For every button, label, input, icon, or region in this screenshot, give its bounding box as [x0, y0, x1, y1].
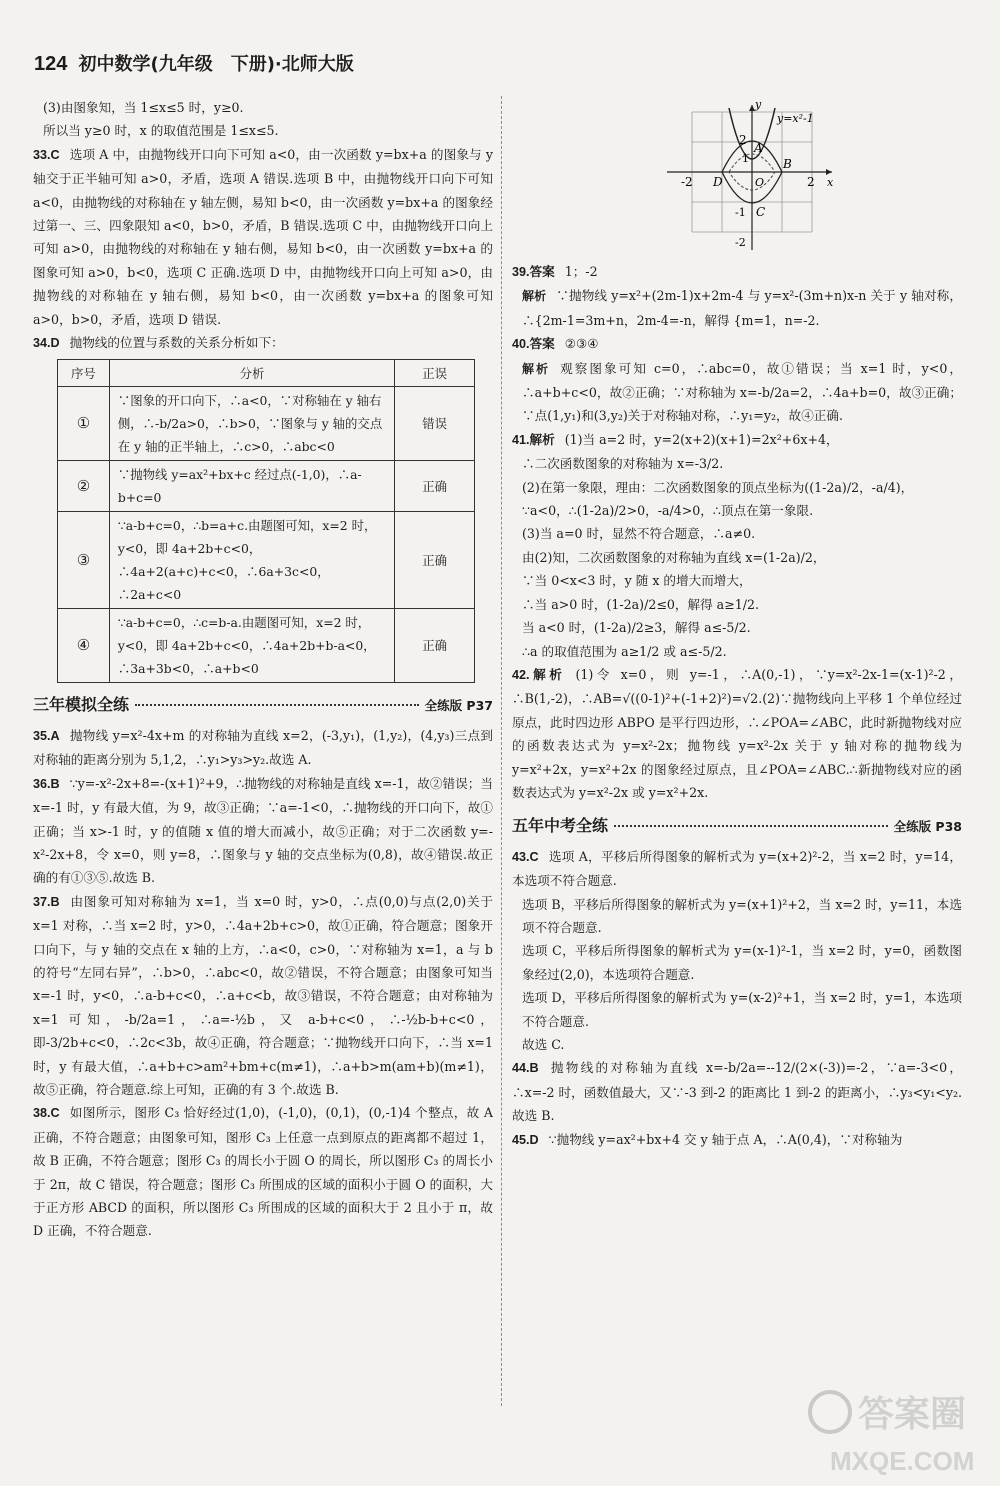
analysis-text: ∵抛物线 y=x²+(2m-1)x+2m-4 与 y=x²-(3m+n)x-n 关于 y 轴对称，∴{2m-1=3m+n，2m-4=-n，解得 {m=1，n=-2. — [522, 288, 962, 328]
question-45 — [512, 1128, 962, 1152]
question-text: ∵抛物线 y=ax²+bx+4 交 y 轴于点 A，∴A(0,4)，∵对称轴为 — [548, 1131, 903, 1147]
answer-text: 1；-2 — [564, 264, 598, 279]
solution-line: ∴a 的取值范围为 a≥1/2 或 a≤-5/2. — [522, 643, 727, 659]
solution-line: (2)在第一象限，理由：二次函数图象的顶点坐标为((1-2a)/2，-a/4)， — [522, 479, 914, 495]
question-text: 选项 A 中，由抛物线开口向下可知 a<0，由一次函数 y=bx+a 的图象与 y 轴交于正半轴可知 a>0，矛盾，选项 A 错误.选项 B 中，由抛物线开口向下可知 a<0，由抛物线的对称轴在 y 轴左侧，易知 b<0，由一次函数 y=bx+a 的图象经过第一、三、四象限知 a<0，b>0，矛盾，B 错误.选项 C 中，由抛物线开口向上可知 a>0，由抛物线的对称轴在 y 轴右侧，易知 b<0，由一次函数 y=bx+a 的图象可知 a>0，b<0，选项 C 正确.选项 D 中，由抛物线开口向上可知 a>0，由抛物线的对称轴在 y 轴右侧，易知 b<0，由一次函数 y=bx+a 的图象可知 a>0，b>0，矛盾，选项 D 错误. — [33, 146, 493, 327]
analysis-text: 观察图象可知 c=0，∴abc=0，故①错误；当 x=1 时，y<0，∴a+b+c<0，故②正确；∵对称轴为 x=-b/2a=2，∴4a+b=0，故③正确；∵点(1,y₁)和(3,y₂)关于对称轴对称，∴y₁=y₂，故④正确. — [522, 360, 962, 424]
intro-line-2: 所以当 y≥0 时，x 的取值范围是 1≤x≤5. — [43, 123, 279, 139]
watermark-text: 答案圈 — [858, 1394, 967, 1435]
question-number: 37.B — [33, 894, 60, 909]
graph-svg — [657, 100, 847, 260]
column-header: 序号 — [58, 360, 110, 387]
question-44 — [512, 1056, 962, 1127]
column-divider — [501, 96, 502, 1406]
question-number: 41.解析 — [512, 432, 555, 447]
question-number: 43.C — [512, 849, 539, 864]
tick-label: 1 — [742, 152, 749, 165]
dot-leader — [614, 825, 888, 827]
row-number: ② — [58, 461, 110, 512]
watermark-logo — [800, 1380, 990, 1480]
solution-line: (3)当 a=0 时，显然不符合题意，∴a≠0. — [522, 526, 756, 542]
dot-leader — [135, 704, 419, 706]
origin-label: O — [755, 176, 765, 189]
section-name: 五年中考全练 — [512, 816, 609, 836]
table-row — [58, 387, 475, 461]
analysis-table — [57, 359, 475, 683]
watermark-circle — [810, 1392, 850, 1432]
question-text: 由图象可知对称轴为 x=1，当 x=0 时，y>0，∴点(0,0)与点(2,0)关于 x=1 对称，∴当 x=2 时，y>0，∴4a+2b+c>0，故①正确，符合题意；图象开口向下，与 y 轴的交点在 x 轴的上方，∴a<0，c>0，∵对称轴为 x=1，a 与 b 的符号“左同右异”，∴b>0，∴abc<0，故②错误，不符合题意；由图象可知当 x=-1 时，y<0，∴a-b+c<0，∴a+c<b，故③错误，不符合题意；由对称轴为 x=1 可知，-b/2a=1，∴a=-½b，又 a-b+c<0，∴-½b-b+c<0，即-3/2b+c<0，∴2c<3b，故④正确，符合题意；∵抛物线开口向下，∴当 x=1 时，y 有最大值，∴a+b+c>am²+bm+c(m≠1)，∴a+b>m(am+b)(m≠1)，故⑤正确，符合题意.综上可知，正确的有 3 个.故选 B. — [33, 893, 493, 1097]
question-42 — [512, 663, 962, 804]
tick-label: -2 — [681, 175, 693, 189]
question-37 — [33, 890, 493, 1102]
section-reference: 全练版 P37 — [424, 698, 493, 714]
question-text: (1)令 x=0，则 y=-1，∴A(0,-1)，∵y=x²-2x-1=(x-1)²-2，∴B(1,-2)，∴AB=√((0-1)²+(-1+2)²)=√2.(2)∵抛物线向上平移 1 个单位经过原点，此时四边形 ABPO 是平行四边形，∴∠POA=∠ABC，此时新抛物线对应的函数表达式为 y=x²-2x；抛物线 y=x²-2x 关于 y 轴对称的抛物线为 y=x²+2x，y=x²+2x 的图象经过原点，且∠POA=∠ABC.∴新抛物线对应的函数表达式为 y=x²-2x 或 y=x²+2x. — [512, 666, 962, 800]
point-label: A — [754, 141, 763, 155]
right-column — [512, 96, 962, 1152]
section-heading-five-year — [512, 814, 962, 838]
tick-label: 2 — [807, 175, 815, 189]
question-text: ∵y=-x²-2x+8=-(x+1)²+9，∴抛物线的对称轴是直线 x=-1，故②错误；当 x=-1 时，y 有最大值，为 9，故③正确；∵a=-1<0，∴抛物线的开口向下，故①正确；当 x>-1 时，y 的值随 x 值的增大而减小，故⑤正确；对于二次函数 y=-x²-2x+8，令 x=0，则 y=8，∴图象与 y 轴的交点坐标为(0,8)，故④错误.故正确的有①③⑤.故选 B. — [33, 775, 493, 886]
answer-text: ②③④ — [564, 336, 599, 352]
question-number: 36.B — [33, 776, 60, 791]
row-number: ③ — [58, 512, 110, 609]
row-analysis: ∵a-b+c=0，∴b=a+c.由题图可知，x=2 时，y<0，即 4a+2b+c<0，∴4a+2(a+c)+c<0，∴6a+3c<0，∴2a+c<0 — [109, 512, 394, 609]
question-number: 40.答案 — [512, 337, 555, 352]
page-header — [34, 50, 504, 90]
question-40 — [512, 332, 962, 356]
book-title: 初中数学(九年级 下册)·北师大版 — [78, 54, 354, 75]
analysis-tag: 解析 — [522, 289, 547, 304]
page-number: 124 — [34, 53, 68, 75]
question-number: 34.D — [33, 336, 60, 351]
intro-line-1: (3)由图象知，当 1≤x≤5 时，y≥0. — [43, 100, 244, 115]
section-heading-three-year — [33, 693, 493, 717]
question-number: 42.解析 — [512, 667, 566, 682]
point-label: D — [713, 175, 723, 189]
table-header-row — [58, 360, 475, 387]
solution-line: 当 a<0 时，(1-2a)/2≥3，解得 a≤-5/2. — [522, 620, 751, 636]
row-analysis: ∵图象的开口向下，∴a<0，∵对称轴在 y 轴右侧，∴-b/2a>0，∴b>0，∵图象与 y 轴的交点在 y 轴的正半轴上，∴c>0，∴abc<0 — [109, 387, 394, 461]
row-number: ④ — [58, 609, 110, 683]
section-name: 三年模拟全练 — [33, 695, 130, 715]
row-analysis: ∵a-b+c=0，∴c=b-a.由题图可知，x=2 时，y<0，即 4a+2b+c<0，∴4a+2b+b-a<0，∴3a+3b<0，∴a+b<0 — [109, 609, 394, 683]
question-38 — [33, 1101, 493, 1242]
solution-line: 选项 B，平移后所得图象的解析式为 y=(x+1)²+2，当 x=2 时，y=11，本选项不符合题意. — [522, 896, 962, 935]
point-label: C — [756, 205, 766, 219]
y-axis-label: y — [755, 100, 762, 111]
question-34 — [33, 331, 493, 355]
question-39-analysis — [512, 284, 962, 332]
solution-line: ∵a<0，∴(1-2a)/2>0，-a/4>0，∴顶点在第一象限. — [522, 503, 814, 519]
question-number: 39.答案 — [512, 265, 555, 279]
question-33 — [33, 143, 493, 331]
tick-label: -1 — [735, 206, 746, 219]
tick-label: 2 — [739, 133, 747, 147]
solution-line: 选项 A，平移后所得图象的解析式为 y=(x+2)²-2，当 x=2 时，y=14，本选项不符合题意. — [512, 848, 962, 889]
row-number: ① — [58, 387, 110, 461]
x-axis-label: x — [827, 176, 834, 189]
column-header: 正误 — [395, 360, 475, 387]
solution-line: 故选 C. — [522, 1037, 565, 1052]
table-row — [58, 461, 475, 512]
question-39 — [512, 260, 962, 284]
left-column — [33, 96, 493, 1243]
question-36 — [33, 772, 493, 890]
tick-label: -2 — [735, 236, 746, 249]
question-number: 44.B — [512, 1061, 539, 1076]
question-number: 45.D — [512, 1132, 539, 1147]
question-number: 38.C — [33, 1106, 60, 1121]
row-result: 正确 — [395, 461, 475, 512]
x-axis-arrow — [826, 169, 832, 175]
solution-line: 由(2)知，二次函数图象的对称轴为直线 x=(1-2a)/2， — [522, 549, 826, 565]
point-label: B — [783, 157, 792, 171]
table-row — [58, 609, 475, 683]
question-number: 35.A — [33, 728, 60, 743]
function-graph — [657, 100, 847, 260]
solution-line: ∴二次函数图象的对称轴为 x=-3/2. — [522, 456, 724, 472]
question-35 — [33, 724, 493, 772]
row-result: 错误 — [395, 387, 475, 461]
question-text: 抛物线 y=x²-4x+m 的对称轴为直线 x=2，(-3,y₁)，(1,y₂)，(4,y₃)三点到对称轴的距离分别为 5,1,2，∴y₁>y₃>y₂.故选 A. — [33, 727, 493, 768]
question-43 — [512, 845, 962, 893]
row-analysis: ∵抛物线 y=ax²+bx+c 经过点(-1,0)，∴a-b+c=0 — [109, 461, 394, 512]
row-result: 正确 — [395, 609, 475, 683]
solution-line: ∴当 a>0 时，(1-2a)/2≤0，解得 a≥1/2. — [522, 596, 760, 612]
solution-line: (1)当 a=2 时，y=2(x+2)(x+1)=2x²+6x+4， — [564, 431, 839, 447]
solution-line: 选项 D，平移后所得图象的解析式为 y=(x-2)²+1，当 x=2 时，y=1，本选项不符合题意. — [522, 990, 962, 1029]
question-number: 33.C — [33, 147, 60, 162]
question-text: 抛物线的位置与系数的关系分析如下： — [69, 335, 284, 351]
table-row — [58, 512, 475, 609]
solution-line: ∵当 0<x<3 时，y 随 x 的增大而增大， — [522, 573, 752, 589]
question-40-analysis — [512, 357, 962, 428]
question-text: 抛物线的对称轴为直线 x=-b/2a=--12/(2×(-3))=-2，∵a=-3<0，∴x=-2 时，函数值最大，又∵-3 到-2 的距离比 1 到-2 的距离小，∴y₃<y₁<y₂.故选 B. — [512, 1060, 963, 1124]
curve-label: y=x²-1 — [777, 112, 814, 125]
solution-line: 选项 C，平移后所得图象的解析式为 y=(x-1)²-1，当 x=2 时，y=0，函数图象经过(2,0)，本选项符合题意. — [522, 943, 962, 982]
watermark-url: MXQE.COM — [830, 1446, 975, 1476]
watermark-svg — [800, 1380, 990, 1480]
section-reference: 全练版 P38 — [893, 819, 962, 835]
column-header: 分析 — [109, 360, 394, 387]
question-41 — [512, 428, 962, 452]
row-result: 正确 — [395, 512, 475, 609]
question-text: 如图所示，图形 C₃ 恰好经过(1,0)，(-1,0)，(0,1)，(0,-1)4 个整点，故 A 正确，不符合题意；由图象可知，图形 C₃ 上任意一点到原点的距离都不超过 1，故 B 正确，不符合题意；图形 C₃ 的周长小于圆 O 的周长，所以图形 C₃ 的周长小于 2π，故 C 错误，符合题意；图形 C₃ 所围成的区域的面积小于圆 O 的面积，大于正方形 ABCD 的面积，所以图形 C₃ 所围成的区域的面积大于 2 且小于 π，故 D 正确，不符合题意. — [33, 1105, 493, 1239]
analysis-tag: 解析 — [522, 361, 551, 376]
